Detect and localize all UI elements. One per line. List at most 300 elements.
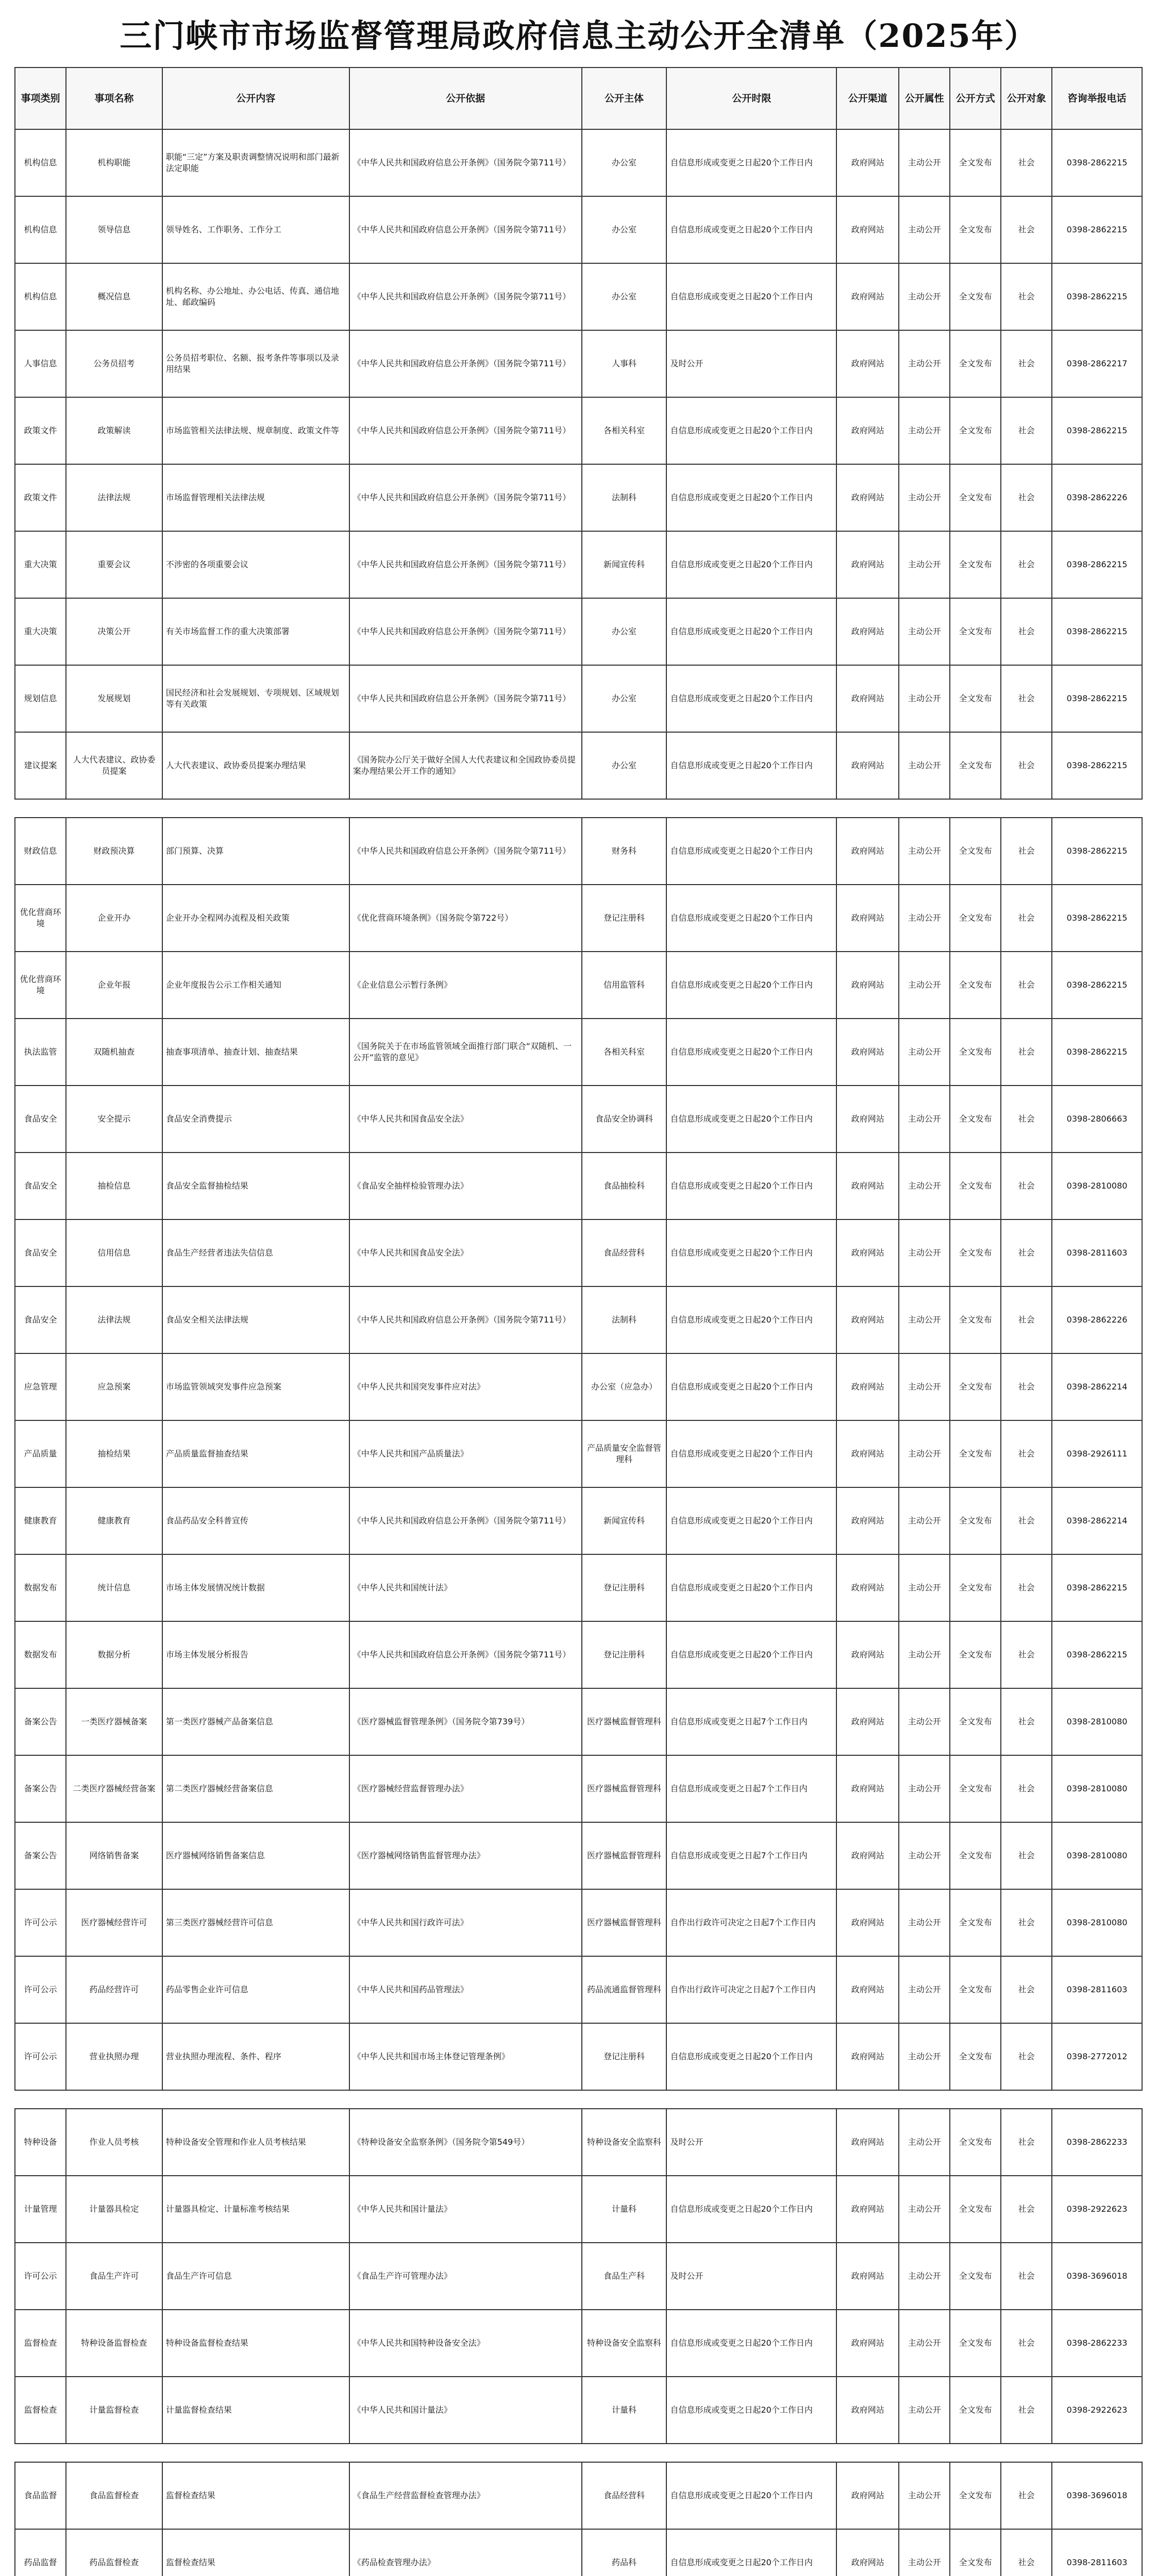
cell-phone: 0398-2862215 <box>1052 598 1142 665</box>
cell-subject: 药品科 <box>582 2529 667 2576</box>
cell-attribute: 主动公开 <box>899 2243 950 2310</box>
cell-time-limit: 自信息形成或变更之日起20个工作日内 <box>666 1621 836 1688</box>
cell-phone: 0398-2810080 <box>1052 1822 1142 1889</box>
cell-content: 计量器具检定、计量标准考核结果 <box>162 2176 349 2243</box>
cell-time-limit: 自信息形成或变更之日起20个工作日内 <box>666 1086 836 1153</box>
cell-time-limit: 自信息形成或变更之日起20个工作日内 <box>666 263 836 330</box>
table-row <box>15 464 1142 531</box>
cell-item-name: 健康教育 <box>66 1487 162 1554</box>
cell-content: 企业开办全程网办流程及相关政策 <box>162 885 349 952</box>
table-row <box>15 129 1142 196</box>
cell-audience: 社会 <box>1001 1353 1052 1420</box>
cell-item-name: 法律法规 <box>66 464 162 531</box>
cell-phone: 0398-2862215 <box>1052 531 1142 598</box>
cell-content: 药品零售企业许可信息 <box>162 1956 349 2023</box>
table-row <box>15 1353 1142 1420</box>
cell-attribute: 主动公开 <box>899 2377 950 2444</box>
cell-method: 全文发布 <box>950 196 1001 263</box>
cell-channel: 政府网站 <box>836 818 899 885</box>
section-gap <box>15 2444 1142 2462</box>
cell-time-limit: 及时公开 <box>666 330 836 397</box>
cell-channel: 政府网站 <box>836 885 899 952</box>
cell-item-name: 双随机抽查 <box>66 1019 162 1086</box>
cell-audience: 社会 <box>1001 818 1052 885</box>
cell-content: 监督检查结果 <box>162 2529 349 2576</box>
table-row <box>15 2023 1142 2090</box>
cell-item-name: 公务员招考 <box>66 330 162 397</box>
cell-item-name: 重要会议 <box>66 531 162 598</box>
cell-time-limit: 自信息形成或变更之日起20个工作日内 <box>666 1487 836 1554</box>
cell-subject: 医疗器械监督管理科 <box>582 1755 667 1822</box>
cell-category: 应急管理 <box>15 1353 66 1420</box>
cell-time-limit: 自信息形成或变更之日起20个工作日内 <box>666 2310 836 2377</box>
cell-method: 全文发布 <box>950 1554 1001 1621</box>
cell-time-limit: 自作出行政许可决定之日起7个工作日内 <box>666 1956 836 2023</box>
cell-category: 人事信息 <box>15 330 66 397</box>
cell-subject: 新闻宣传科 <box>582 1487 667 1554</box>
table-row <box>15 196 1142 263</box>
cell-method: 全文发布 <box>950 885 1001 952</box>
cell-method: 全文发布 <box>950 1219 1001 1286</box>
cell-content: 食品安全消费提示 <box>162 1086 349 1153</box>
cell-item-name: 药品监督检查 <box>66 2529 162 2576</box>
cell-method: 全文发布 <box>950 2529 1001 2576</box>
cell-subject: 办公室 <box>582 598 667 665</box>
cell-category: 食品安全 <box>15 1153 66 1219</box>
cell-category: 机构信息 <box>15 196 66 263</box>
cell-method: 全文发布 <box>950 129 1001 196</box>
cell-time-limit: 自信息形成或变更之日起20个工作日内 <box>666 196 836 263</box>
cell-audience: 社会 <box>1001 2310 1052 2377</box>
table-row <box>15 598 1142 665</box>
cell-method: 全文发布 <box>950 397 1001 464</box>
cell-subject: 法制科 <box>582 1286 667 1353</box>
cell-time-limit: 自信息形成或变更之日起20个工作日内 <box>666 1153 836 1219</box>
cell-basis: 《中华人民共和国市场主体登记管理条例》 <box>349 2023 582 2090</box>
table-row <box>15 2310 1142 2377</box>
cell-category: 机构信息 <box>15 129 66 196</box>
cell-phone: 0398-2810080 <box>1052 1755 1142 1822</box>
cell-attribute: 主动公开 <box>899 1353 950 1420</box>
cell-channel: 政府网站 <box>836 1420 899 1487</box>
cell-channel: 政府网站 <box>836 196 899 263</box>
cell-content: 计量监督检查结果 <box>162 2377 349 2444</box>
cell-audience: 社会 <box>1001 1889 1052 1956</box>
cell-content: 人大代表建议、政协委员提案办理结果 <box>162 732 349 799</box>
cell-item-name: 统计信息 <box>66 1554 162 1621</box>
cell-item-name: 概况信息 <box>66 263 162 330</box>
cell-attribute: 主动公开 <box>899 1688 950 1755</box>
cell-category: 优化营商环境 <box>15 952 66 1019</box>
cell-category: 许可公示 <box>15 2023 66 2090</box>
table-row <box>15 1420 1142 1487</box>
cell-basis: 《中华人民共和国政府信息公开条例》（国务院令第711号） <box>349 263 582 330</box>
cell-attribute: 主动公开 <box>899 531 950 598</box>
cell-time-limit: 自信息形成或变更之日起20个工作日内 <box>666 1286 836 1353</box>
cell-channel: 政府网站 <box>836 1219 899 1286</box>
table-row <box>15 2462 1142 2529</box>
cell-content: 市场监管相关法律法规、规章制度、政策文件等 <box>162 397 349 464</box>
cell-method: 全文发布 <box>950 818 1001 885</box>
table-row <box>15 732 1142 799</box>
cell-category: 食品监督 <box>15 2462 66 2529</box>
cell-attribute: 主动公开 <box>899 732 950 799</box>
cell-category: 食品安全 <box>15 1086 66 1153</box>
table-row <box>15 2109 1142 2176</box>
cell-audience: 社会 <box>1001 2243 1052 2310</box>
cell-content: 营业执照办理流程、条件、程序 <box>162 2023 349 2090</box>
cell-category: 备案公告 <box>15 1822 66 1889</box>
cell-channel: 政府网站 <box>836 1956 899 2023</box>
cell-basis: 《食品安全抽样检验管理办法》 <box>349 1153 582 1219</box>
cell-subject: 食品安全协调科 <box>582 1086 667 1153</box>
section-gap <box>15 799 1142 818</box>
cell-item-name: 医疗器械经营许可 <box>66 1889 162 1956</box>
cell-content: 抽查事项清单、抽查计划、抽查结果 <box>162 1019 349 1086</box>
cell-attribute: 主动公开 <box>899 2529 950 2576</box>
cell-method: 全文发布 <box>950 1621 1001 1688</box>
cell-audience: 社会 <box>1001 129 1052 196</box>
cell-content: 国民经济和社会发展规划、专项规划、区域规划等有关政策 <box>162 665 349 732</box>
cell-category: 健康教育 <box>15 1487 66 1554</box>
cell-subject: 登记注册科 <box>582 1621 667 1688</box>
cell-category: 产品质量 <box>15 1420 66 1487</box>
table-row <box>15 1822 1142 1889</box>
cell-audience: 社会 <box>1001 732 1052 799</box>
cell-content: 机构名称、办公地址、办公电话、传真、通信地址、邮政编码 <box>162 263 349 330</box>
cell-content: 有关市场监督工作的重大决策部署 <box>162 598 349 665</box>
cell-category: 许可公示 <box>15 2243 66 2310</box>
cell-item-name: 网络销售备案 <box>66 1822 162 1889</box>
cell-basis: 《中华人民共和国计量法》 <box>349 2176 582 2243</box>
cell-subject: 人事科 <box>582 330 667 397</box>
table-row <box>15 1755 1142 1822</box>
cell-method: 全文发布 <box>950 1822 1001 1889</box>
cell-audience: 社会 <box>1001 263 1052 330</box>
cell-basis: 《中华人民共和国政府信息公开条例》（国务院令第711号） <box>349 196 582 263</box>
cell-attribute: 主动公开 <box>899 1956 950 2023</box>
cell-audience: 社会 <box>1001 1086 1052 1153</box>
cell-time-limit: 自信息形成或变更之日起20个工作日内 <box>666 598 836 665</box>
cell-time-limit: 自信息形成或变更之日起20个工作日内 <box>666 2023 836 2090</box>
cell-phone: 0398-2862215 <box>1052 952 1142 1019</box>
cell-method: 全文发布 <box>950 1420 1001 1487</box>
cell-category: 规划信息 <box>15 665 66 732</box>
cell-basis: 《中华人民共和国药品管理法》 <box>349 1956 582 2023</box>
cell-subject: 登记注册科 <box>582 2023 667 2090</box>
cell-item-name: 抽检信息 <box>66 1153 162 1219</box>
cell-time-limit: 自信息形成或变更之日起20个工作日内 <box>666 818 836 885</box>
cell-subject: 信用监管科 <box>582 952 667 1019</box>
table-body <box>15 129 1142 2576</box>
cell-basis: 《食品生产许可管理办法》 <box>349 2243 582 2310</box>
cell-time-limit: 及时公开 <box>666 2109 836 2176</box>
cell-time-limit: 自信息形成或变更之日起20个工作日内 <box>666 2377 836 2444</box>
cell-item-name: 营业执照办理 <box>66 2023 162 2090</box>
cell-channel: 政府网站 <box>836 397 899 464</box>
cell-basis: 《中华人民共和国政府信息公开条例》（国务院令第711号） <box>349 1487 582 1554</box>
cell-basis: 《中华人民共和国突发事件应对法》 <box>349 1353 582 1420</box>
cell-audience: 社会 <box>1001 196 1052 263</box>
cell-attribute: 主动公开 <box>899 263 950 330</box>
cell-category: 数据发布 <box>15 1554 66 1621</box>
cell-phone: 0398-2811603 <box>1052 1219 1142 1286</box>
cell-item-name: 二类医疗器械经营备案 <box>66 1755 162 1822</box>
cell-method: 全文发布 <box>950 464 1001 531</box>
cell-category: 政策文件 <box>15 464 66 531</box>
cell-audience: 社会 <box>1001 531 1052 598</box>
table-row <box>15 1487 1142 1554</box>
cell-method: 全文发布 <box>950 1353 1001 1420</box>
cell-phone: 0398-2862214 <box>1052 1353 1142 1420</box>
cell-audience: 社会 <box>1001 1755 1052 1822</box>
table-row <box>15 885 1142 952</box>
cell-subject: 食品经营科 <box>582 2462 667 2529</box>
cell-content: 市场监督管理相关法律法规 <box>162 464 349 531</box>
cell-channel: 政府网站 <box>836 2310 899 2377</box>
cell-phone: 0398-2810080 <box>1052 1889 1142 1956</box>
cell-channel: 政府网站 <box>836 732 899 799</box>
cell-category: 备案公告 <box>15 1755 66 1822</box>
cell-subject: 办公室 <box>582 196 667 263</box>
cell-audience: 社会 <box>1001 1219 1052 1286</box>
cell-attribute: 主动公开 <box>899 1755 950 1822</box>
cell-audience: 社会 <box>1001 1688 1052 1755</box>
cell-channel: 政府网站 <box>836 2109 899 2176</box>
cell-audience: 社会 <box>1001 2109 1052 2176</box>
cell-phone: 0398-3696018 <box>1052 2462 1142 2529</box>
cell-subject: 食品抽检科 <box>582 1153 667 1219</box>
cell-category: 机构信息 <box>15 263 66 330</box>
cell-item-name: 财政预决算 <box>66 818 162 885</box>
cell-attribute: 主动公开 <box>899 818 950 885</box>
table-row <box>15 2529 1142 2576</box>
cell-content: 市场主体发展情况统计数据 <box>162 1554 349 1621</box>
cell-audience: 社会 <box>1001 397 1052 464</box>
cell-phone: 0398-2862215 <box>1052 1019 1142 1086</box>
cell-channel: 政府网站 <box>836 1822 899 1889</box>
table-row <box>15 263 1142 330</box>
table-row <box>15 2243 1142 2310</box>
cell-time-limit: 自信息形成或变更之日起20个工作日内 <box>666 129 836 196</box>
cell-time-limit: 自信息形成或变更之日起20个工作日内 <box>666 2529 836 2576</box>
table-row <box>15 1153 1142 1219</box>
cell-channel: 政府网站 <box>836 1487 899 1554</box>
cell-category: 数据发布 <box>15 1621 66 1688</box>
cell-attribute: 主动公开 <box>899 2310 950 2377</box>
cell-content: 不涉密的各项重要会议 <box>162 531 349 598</box>
cell-phone: 0398-2862226 <box>1052 464 1142 531</box>
cell-subject: 各相关科室 <box>582 397 667 464</box>
cell-item-name: 一类医疗器械备案 <box>66 1688 162 1755</box>
cell-channel: 政府网站 <box>836 1688 899 1755</box>
header-content: 公开内容 <box>162 67 349 129</box>
cell-phone: 0398-2811603 <box>1052 2529 1142 2576</box>
cell-item-name: 应急预案 <box>66 1353 162 1420</box>
cell-item-name: 计量器具检定 <box>66 2176 162 2243</box>
cell-phone: 0398-2862215 <box>1052 732 1142 799</box>
cell-channel: 政府网站 <box>836 665 899 732</box>
cell-content: 第二类医疗器械经营备案信息 <box>162 1755 349 1822</box>
cell-subject: 特种设备安全监察科 <box>582 2310 667 2377</box>
cell-basis: 《中华人民共和国政府信息公开条例》（国务院令第711号） <box>349 598 582 665</box>
cell-audience: 社会 <box>1001 1487 1052 1554</box>
cell-basis: 《医疗器械经营监督管理办法》 <box>349 1755 582 1822</box>
cell-basis: 《中华人民共和国统计法》 <box>349 1554 582 1621</box>
table-row <box>15 2377 1142 2444</box>
cell-basis: 《中华人民共和国政府信息公开条例》（国务院令第711号） <box>349 1286 582 1353</box>
disclosure-table-wrapper <box>14 67 1143 2576</box>
cell-phone: 0398-2862233 <box>1052 2310 1142 2377</box>
cell-time-limit: 自信息形成或变更之日起20个工作日内 <box>666 2176 836 2243</box>
cell-time-limit: 自信息形成或变更之日起20个工作日内 <box>666 885 836 952</box>
cell-channel: 政府网站 <box>836 531 899 598</box>
cell-subject: 登记注册科 <box>582 1554 667 1621</box>
cell-category: 财政信息 <box>15 818 66 885</box>
cell-basis: 《医疗器械监督管理条例》（国务院令第739号） <box>349 1688 582 1755</box>
cell-channel: 政府网站 <box>836 1621 899 1688</box>
cell-attribute: 主动公开 <box>899 598 950 665</box>
cell-method: 全文发布 <box>950 598 1001 665</box>
cell-attribute: 主动公开 <box>899 1019 950 1086</box>
cell-subject: 医疗器械监督管理科 <box>582 1822 667 1889</box>
cell-method: 全文发布 <box>950 330 1001 397</box>
cell-audience: 社会 <box>1001 1286 1052 1353</box>
cell-time-limit: 自作出行政许可决定之日起7个工作日内 <box>666 1889 836 1956</box>
cell-item-name: 作业人员考核 <box>66 2109 162 2176</box>
table-row <box>15 818 1142 885</box>
cell-basis: 《中华人民共和国特种设备安全法》 <box>349 2310 582 2377</box>
cell-attribute: 主动公开 <box>899 196 950 263</box>
cell-content: 公务员招考职位、名额、报考条件等事项以及录用结果 <box>162 330 349 397</box>
header-item-name: 事项名称 <box>66 67 162 129</box>
cell-content: 企业年度报告公示工作相关通知 <box>162 952 349 1019</box>
cell-phone: 0398-2862215 <box>1052 129 1142 196</box>
cell-item-name: 信用信息 <box>66 1219 162 1286</box>
cell-audience: 社会 <box>1001 1153 1052 1219</box>
cell-category: 许可公示 <box>15 1889 66 1956</box>
cell-time-limit: 自信息形成或变更之日起20个工作日内 <box>666 464 836 531</box>
cell-basis: 《中华人民共和国政府信息公开条例》（国务院令第711号） <box>349 464 582 531</box>
header-basis: 公开依据 <box>349 67 582 129</box>
header-audience: 公开对象 <box>1001 67 1052 129</box>
cell-category: 计量管理 <box>15 2176 66 2243</box>
cell-subject: 计量科 <box>582 2377 667 2444</box>
table-row <box>15 1956 1142 2023</box>
cell-channel: 政府网站 <box>836 1889 899 1956</box>
cell-category: 重大决策 <box>15 531 66 598</box>
cell-phone: 0398-2810080 <box>1052 1688 1142 1755</box>
cell-time-limit: 自信息形成或变更之日起7个工作日内 <box>666 1822 836 1889</box>
cell-content: 特种设备监督检查结果 <box>162 2310 349 2377</box>
cell-attribute: 主动公开 <box>899 1153 950 1219</box>
cell-attribute: 主动公开 <box>899 1420 950 1487</box>
cell-phone: 0398-2862215 <box>1052 885 1142 952</box>
cell-method: 全文发布 <box>950 1688 1001 1755</box>
cell-content: 特种设备安全管理和作业人员考核结果 <box>162 2109 349 2176</box>
cell-content: 第一类医疗器械产品备案信息 <box>162 1688 349 1755</box>
header-subject: 公开主体 <box>582 67 667 129</box>
cell-subject: 食品生产科 <box>582 2243 667 2310</box>
cell-method: 全文发布 <box>950 732 1001 799</box>
cell-time-limit: 自信息形成或变更之日起20个工作日内 <box>666 732 836 799</box>
cell-audience: 社会 <box>1001 598 1052 665</box>
cell-channel: 政府网站 <box>836 2176 899 2243</box>
cell-category: 监督检查 <box>15 2310 66 2377</box>
cell-attribute: 主动公开 <box>899 1822 950 1889</box>
cell-method: 全文发布 <box>950 1086 1001 1153</box>
cell-category: 许可公示 <box>15 1956 66 2023</box>
cell-subject: 产品质量安全监督管理科 <box>582 1420 667 1487</box>
cell-basis: 《中华人民共和国政府信息公开条例》（国务院令第711号） <box>349 818 582 885</box>
cell-audience: 社会 <box>1001 1822 1052 1889</box>
page-title: 三门峡市市场监督管理局政府信息主动公开全清单（2025年） <box>120 17 1037 55</box>
cell-basis: 《食品生产经营监督检查管理办法》 <box>349 2462 582 2529</box>
cell-phone: 0398-2922623 <box>1052 2176 1142 2243</box>
cell-attribute: 主动公开 <box>899 1219 950 1286</box>
cell-audience: 社会 <box>1001 665 1052 732</box>
cell-basis: 《中华人民共和国政府信息公开条例》（国务院令第711号） <box>349 665 582 732</box>
cell-phone: 0398-2862217 <box>1052 330 1142 397</box>
cell-basis: 《国务院办公厅关于做好全国人大代表建议和全国政协委员提案办理结果公开工作的通知》 <box>349 732 582 799</box>
cell-attribute: 主动公开 <box>899 1621 950 1688</box>
cell-channel: 政府网站 <box>836 330 899 397</box>
section-gap-cell <box>15 799 1142 818</box>
cell-attribute: 主动公开 <box>899 464 950 531</box>
cell-basis: 《中华人民共和国计量法》 <box>349 2377 582 2444</box>
cell-time-limit: 自信息形成或变更之日起20个工作日内 <box>666 2462 836 2529</box>
cell-channel: 政府网站 <box>836 464 899 531</box>
cell-time-limit: 自信息形成或变更之日起20个工作日内 <box>666 397 836 464</box>
section-gap-cell <box>15 2090 1142 2109</box>
cell-phone: 0398-2862215 <box>1052 263 1142 330</box>
cell-basis: 《中华人民共和国食品安全法》 <box>349 1219 582 1286</box>
cell-attribute: 主动公开 <box>899 330 950 397</box>
table-row <box>15 1688 1142 1755</box>
table-row <box>15 1889 1142 1956</box>
cell-item-name: 食品监督检查 <box>66 2462 162 2529</box>
cell-method: 全文发布 <box>950 2023 1001 2090</box>
table-row <box>15 1219 1142 1286</box>
cell-subject: 特种设备安全监察科 <box>582 2109 667 2176</box>
cell-phone: 0398-2772012 <box>1052 2023 1142 2090</box>
cell-basis: 《中华人民共和国食品安全法》 <box>349 1086 582 1153</box>
cell-basis: 《企业信息公示暂行条例》 <box>349 952 582 1019</box>
cell-category: 备案公告 <box>15 1688 66 1755</box>
cell-item-name: 政策解读 <box>66 397 162 464</box>
cell-method: 全文发布 <box>950 1487 1001 1554</box>
header-time-limit: 公开时限 <box>666 67 836 129</box>
cell-basis: 《国务院关于在市场监管领域全面推行部门联合“双随机、一公开”监管的意见》 <box>349 1019 582 1086</box>
cell-audience: 社会 <box>1001 464 1052 531</box>
table-row <box>15 952 1142 1019</box>
cell-method: 全文发布 <box>950 2109 1001 2176</box>
cell-audience: 社会 <box>1001 2529 1052 2576</box>
cell-basis: 《中华人民共和国政府信息公开条例》（国务院令第711号） <box>349 1621 582 1688</box>
cell-channel: 政府网站 <box>836 1755 899 1822</box>
cell-audience: 社会 <box>1001 2176 1052 2243</box>
cell-channel: 政府网站 <box>836 129 899 196</box>
table-row <box>15 330 1142 397</box>
cell-time-limit: 自信息形成或变更之日起7个工作日内 <box>666 1688 836 1755</box>
cell-channel: 政府网站 <box>836 1353 899 1420</box>
table-row <box>15 1554 1142 1621</box>
header-phone: 咨询举报电话 <box>1052 67 1142 129</box>
cell-content: 第三类医疗器械经营许可信息 <box>162 1889 349 1956</box>
cell-audience: 社会 <box>1001 2023 1052 2090</box>
cell-basis: 《药品检查管理办法》 <box>349 2529 582 2576</box>
cell-attribute: 主动公开 <box>899 885 950 952</box>
